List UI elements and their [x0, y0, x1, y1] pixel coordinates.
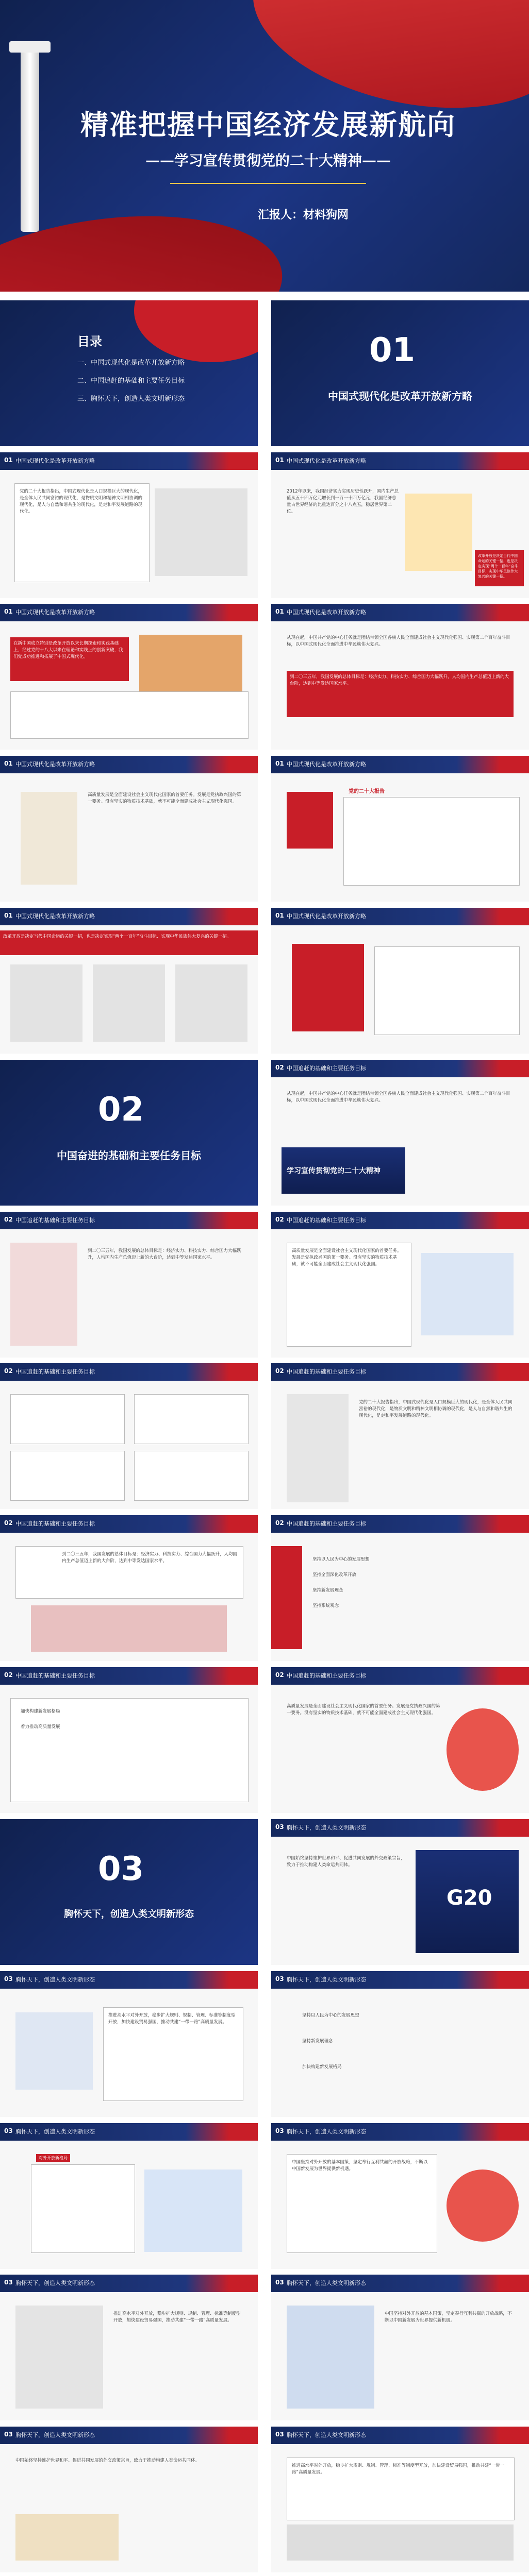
toc-item[interactable]: 一、中国式现代化是改革开放新方略	[77, 359, 185, 367]
toc-heading: 目录	[77, 334, 102, 349]
body-text: 到二〇三五年，我国发展的总体目标是：经济实力、科技实力、综合国力大幅跃升，人均国内生产总值迈上新的大台阶，达到中等发达国家水平。	[62, 1552, 238, 1564]
body-text: 党的二十大报告指出，中国式现代化是人口规模巨大的现代化，是全体人民共同富裕的现代化，是物质文明和精神文明相协调的现代化，是人与自然和谐共生的现代化，是走和平发展道路的现代化。	[20, 489, 143, 514]
part1-number: 01	[369, 331, 416, 369]
card	[175, 964, 247, 1042]
bullet: 加快构建新发展格局	[21, 1709, 60, 1714]
great-wall-image	[31, 1605, 227, 1652]
report-label: 党的二十大报告	[349, 789, 385, 794]
bullet: 坚持以人民为中心的发展思想	[312, 1557, 370, 1562]
cover-slide	[0, 0, 529, 292]
slide-header: 03 胸怀天下，创造人类文明新形态	[271, 2123, 529, 2141]
quote-box: 在新中国成立特别是改革开放以来长期探索和实践基础上，经过党的十八大以来在理论和实践上的创新突破，我们党成功推进和拓展了中国式现代化。	[10, 637, 129, 681]
body-text: 从现在起，中国共产党的中心任务就是团结带领全国各族人民全面建成社会主义现代化强国、实现第二个百年奋斗目标，以中国式现代化全面推进中华民族伟大复兴。	[287, 1091, 510, 1103]
quadrant-box	[134, 1451, 249, 1501]
illustration	[405, 494, 472, 571]
content-slide	[271, 452, 529, 598]
slide-header: 01 中国式现代化是改革开放新方略	[0, 604, 258, 621]
slide-header: 02 中国追赶的基础和主要任务目标	[271, 1515, 529, 1533]
toc-slide	[0, 300, 258, 446]
part3-title: 胸怀天下，创造人类文明新形态	[64, 1909, 194, 1920]
toc-item[interactable]: 二、中国追赶的基础和主要任务目标	[77, 377, 185, 385]
part1-title: 中国式现代化是改革开放新方略	[328, 390, 472, 402]
cover-reporter: 汇报人：材料狗网	[258, 209, 349, 222]
content-slide	[271, 1212, 529, 1358]
slide-header: 03 胸怀天下，创造人类文明新形态	[271, 2427, 529, 2444]
content-slide	[0, 2427, 258, 2572]
content-slide	[271, 1363, 529, 1509]
body-text: 到二〇三五年，我国发展的总体目标是：经济实力、科技实力、综合国力大幅跃升，人均国内生产总值迈上新的大台阶，达到中等发达国家水平。	[88, 1248, 241, 1260]
quote-box: 到二〇三五年，我国发展的总体目标是：经济实力、科技实力、综合国力大幅跃升，人均国内生产总值迈上新的大台阶，达到中等发达国家水平。	[287, 671, 514, 717]
text-box	[31, 2164, 135, 2253]
text-box	[374, 946, 520, 1035]
slide-header: 02 中国追赶的基础和主要任务目标	[271, 1060, 529, 1077]
content-slide	[271, 756, 529, 902]
red-banner: 改革开放是决定当代中国命运的关键一招，也是决定实现“两个一百年”奋斗目标、实现中华民族伟大复兴的关键一招。	[0, 930, 258, 955]
slide-header: 03 胸怀天下，创造人类文明新形态	[0, 2427, 258, 2444]
bullet: 坚持新发展理念	[302, 2039, 333, 2044]
bullet: 坚持新发展理念	[312, 1588, 343, 1593]
content-slide	[0, 1667, 258, 1813]
body-text: 高质量发展是全面建设社会主义现代化国家的首要任务。发展是党执政兴国的第一要务。没有坚实的物质技术基础，就不可能全面建成社会主义现代化强国。	[292, 1248, 402, 1267]
content-slide	[271, 2427, 529, 2572]
content-slide	[0, 756, 258, 902]
slide-header: 01 中国式现代化是改革开放新方略	[0, 756, 258, 773]
slide-header: 03 胸怀天下，创造人类文明新形态	[271, 1819, 529, 1837]
bullet: 加快构建新发展格局	[302, 2064, 342, 2070]
slide-header: 02 中国追赶的基础和主要任务目标	[271, 1212, 529, 1229]
content-slide	[271, 1515, 529, 1661]
content-slide	[0, 1971, 258, 2117]
text-box	[10, 691, 249, 739]
part1-slide	[271, 300, 529, 446]
flag-image	[447, 2170, 519, 2242]
body-text: 中国坚持对外开放的基本国策，坚定奉行互利共赢的开放战略，不断以中国新发展为世界提供新机遇。	[385, 2311, 512, 2323]
tiananmen-photo	[139, 635, 242, 691]
part2-number: 02	[98, 1091, 144, 1129]
body-text: 推进高水平对外开放，稳步扩大规则、规制、管理、标准等制度型开放，加快建设贸易强国，推动共建“一带一路”高质量发展。	[113, 2311, 241, 2323]
body-text: 中国始终坚持维护世界和平、促进共同发展的外交政策宗旨，致力于推动构建人类命运共同体。	[15, 2458, 200, 2463]
slide-header: 01 中国式现代化是改革开放新方略	[271, 604, 529, 621]
people-illustration	[144, 2170, 242, 2252]
part2-title: 中国奋进的基础和主要任务目标	[57, 1149, 201, 1162]
body-text: 2012年以来，我国经济实力实现历史性跃升，国内生产总值从五十四万亿元增长到一百一十四万亿元，我国经济总量占世界经济的比重达百分之十八点五，稳居世界第二位。	[287, 489, 399, 514]
toc-red-curve	[134, 300, 258, 362]
part2-slide	[0, 1060, 258, 1206]
photo-placeholder	[155, 488, 247, 576]
huabiao-cap	[9, 41, 51, 53]
party-emblem	[10, 1243, 77, 1346]
coins-image	[15, 2514, 119, 2561]
card	[93, 964, 165, 1042]
flag-image	[447, 1708, 519, 1791]
body-text: 推进高水平对外开放，稳步扩大规则、规制、管理、标准等制度型开放，加快建设贸易强国，推动共建“一带一路”高质量发展。	[292, 2463, 505, 2475]
gold-line	[170, 183, 366, 184]
slide-header: 03 胸怀天下，创造人类文明新形态	[0, 2123, 258, 2141]
toc-item[interactable]: 三、胸怀天下，创造人类文明新形态	[77, 395, 185, 403]
content-slide	[271, 1971, 529, 2117]
slide-header: 02 中国追赶的基础和主要任务目标	[0, 1667, 258, 1685]
slide-header: 02 中国追赶的基础和主要任务目标	[0, 1515, 258, 1533]
content-slide	[271, 1667, 529, 1813]
content-slide	[271, 2275, 529, 2420]
cover-title: 精准把握中国经济发展新航向	[80, 108, 456, 141]
content-slide	[0, 1212, 258, 1358]
body-text: 高质量发展是全面建设社会主义现代化国家的首要任务。发展是党执政兴国的第一要务。没有坚实的物质技术基础，就不可能全面建成社会主义现代化强国。	[287, 1704, 440, 1716]
quadrant-box	[134, 1394, 249, 1444]
slide-header: 02 中国追赶的基础和主要任务目标	[271, 1667, 529, 1685]
body-text: 中国始终坚持维护世界和平、促进共同发展的外交政策宗旨，致力于推动构建人类命运共同体。	[287, 1856, 405, 1868]
content-slide	[0, 2123, 258, 2269]
content-slide	[271, 604, 529, 750]
slide-header: 03 胸怀天下，创造人类文明新形态	[0, 2275, 258, 2292]
bullet: 坚持全面深化改革开放	[312, 1572, 357, 1578]
checklist-icon	[292, 944, 364, 1031]
g20-label: G20	[447, 1886, 492, 1910]
slide-header: 03 胸怀天下，创造人类文明新形态	[0, 1971, 258, 1989]
content-slide	[271, 1060, 529, 1206]
content-slide	[0, 1515, 258, 1661]
slide-header: 01 中国式现代化是改革开放新方略	[0, 908, 258, 925]
slide-header: 02 中国追赶的基础和主要任务目标	[0, 1212, 258, 1229]
content-slide	[0, 452, 258, 598]
quadrant-box	[10, 1394, 125, 1444]
content-slide	[271, 908, 529, 1054]
text-box	[343, 797, 520, 886]
robot-hand-image	[15, 2306, 103, 2409]
red-swoosh-bottom	[0, 195, 292, 292]
tech-illustration	[421, 1253, 514, 1335]
body-text: 推进高水平对外开放，稳步扩大规则、规制、管理、标准等制度型开放，加快建设贸易强国，推动共建“一带一路”高质量发展。	[108, 2013, 236, 2025]
bullet: 着力推动高质量发展	[21, 1724, 60, 1730]
city-image	[287, 2524, 514, 2561]
body-text: 党的二十大报告指出，中国式现代化是人口规模巨大的现代化，是全体人民共同富裕的现代化，是物质文明和精神文明相协调的现代化，是人与自然和谐共生的现代化，是走和平发展道路的现代化。	[359, 1400, 513, 1418]
part3-number: 03	[98, 1850, 144, 1888]
huabiao-column	[21, 46, 39, 232]
slide-header: 03 胸怀天下，创造人类文明新形态	[271, 2275, 529, 2292]
quadrant-box	[10, 1451, 125, 1501]
slide-header: 03 胸怀天下，创造人类文明新形态	[271, 1971, 529, 1989]
bullet: 坚持系统观念	[312, 1603, 339, 1608]
document-image	[21, 792, 77, 885]
chart-illustration	[15, 2012, 93, 2090]
slide-header: 02 中国追赶的基础和主要任务目标	[271, 1363, 529, 1381]
photo-placeholder	[287, 2306, 374, 2409]
slide-header: 01 中国式现代化是改革开放新方略	[271, 452, 529, 470]
body-text: 中国坚持对外开放的基本国策，坚定奉行互利共赢的开放战略，不断以中国新发展为世界提供新机遇。	[292, 2160, 428, 2172]
banner-caption: 学习宣传贯彻党的二十大精神	[287, 1167, 381, 1175]
part3-slide	[0, 1819, 258, 1965]
content-slide	[0, 2275, 258, 2420]
body-text: 高质量发展是全面建设社会主义现代化国家的首要任务。发展是党执政兴国的第一要务。没有坚实的物质技术基础，就不可能全面建成社会主义现代化强国。	[88, 792, 241, 804]
slide-header: 01 中国式现代化是改革开放新方略	[271, 908, 529, 925]
huabiao-image	[287, 1394, 349, 1502]
slide-header: 01 中国式现代化是改革开放新方略	[0, 452, 258, 470]
document-icon	[287, 792, 333, 849]
content-slide	[271, 1819, 529, 1965]
open-label: 对外开放新格局	[36, 2154, 70, 2162]
content-slide	[0, 604, 258, 750]
red-panel	[271, 1546, 302, 1649]
card	[10, 964, 82, 1042]
cover-subtitle: ——学习宣传贯彻党的二十大精神——	[145, 152, 391, 169]
highlight-box: 改革开放是决定当代中国命运的关键一招，也是决定实现“两个一百年”奋斗目标、实现中华民族伟大复兴的关键一招。	[475, 550, 524, 586]
body-text: 从现在起，中国共产党的中心任务就是团结带领全国各族人民全面建成社会主义现代化强国、实现第二个百年奋斗目标，以中国式现代化全面推进中华民族伟大复兴。	[287, 635, 510, 647]
slide-header: 02 中国追赶的基础和主要任务目标	[0, 1363, 258, 1381]
slide-header: 01 中国式现代化是改革开放新方略	[271, 756, 529, 773]
bullet: 坚持以人民为中心的发展思想	[302, 2013, 359, 2018]
content-slide	[0, 908, 258, 1054]
content-slide	[0, 1363, 258, 1509]
content-slide	[271, 2123, 529, 2269]
